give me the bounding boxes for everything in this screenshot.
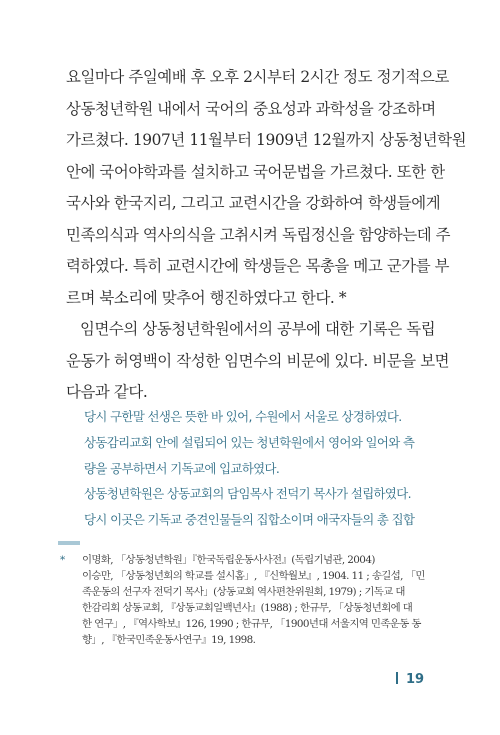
quote-line: 상동청년학원은 상동교회의 담임목사 전덕기 목사가 설립하였다. bbox=[84, 486, 412, 502]
footnote-mark: * bbox=[60, 554, 65, 566]
quote-line: 당시 구한말 선생은 뜻한 바 있어, 수원에서 서울로 상경하였다. bbox=[84, 409, 402, 424]
footnote-line: 이승만, 「상동청년회의 학교를 설시홈」, 『신학월보』, 1904. 11 ; 송길섭, 「민 bbox=[82, 570, 425, 582]
body-line: 가르쳤다. 1907년 11월부터 1909년 12월까지 상동청년학원 bbox=[66, 131, 467, 149]
quote-line: 상동감리교회 안에 설립되어 있는 청년학원에서 영어와 일어와 측 bbox=[84, 434, 415, 450]
footnote-line: 한 연구」, 『역사학보』126, 1990 ; 한규무, 「1900년대 서울지역 민족운동 동 bbox=[82, 618, 421, 630]
body-line: 상동청년학원 내에서 국어의 중요성과 과학성을 강조하며 bbox=[66, 99, 436, 118]
footnote-line bbox=[60, 552, 440, 568]
body-line: 력하였다. 특히 교련시간에 학생들은 목총을 메고 군가를 부 bbox=[66, 257, 450, 275]
body-line: 안에 국어야학과를 설치하고 국어문법을 가르쳤다. 또한 한 bbox=[66, 162, 445, 181]
quote-line: 당시 이곳은 기독교 중견인물들의 집합소이며 애국자들의 총 집합 bbox=[84, 512, 415, 528]
footnote bbox=[60, 552, 440, 648]
page-number bbox=[396, 672, 424, 687]
body-line: 다음과 같다. bbox=[66, 383, 148, 401]
page-number-bar bbox=[396, 672, 398, 684]
body-text bbox=[66, 62, 467, 409]
body-line: 운동가 허영백이 작성한 임면수의 비문에 있다. 비문을 보면 bbox=[66, 351, 450, 370]
page-number-value: 19 bbox=[406, 672, 425, 687]
footnote-line: 족운동의 선구자 전덕기 목사」(상동교회 역사편찬위원회, 1979) ; 기독교 대 bbox=[82, 586, 405, 598]
body-line: 르며 북소리에 맞추어 행진하였다고 한다. * bbox=[66, 288, 347, 307]
footnote-line: 한감리회 상동교회, 『상동교회일백년사』(1988) ; 한규무, 「상동청년회에 대 bbox=[82, 602, 413, 614]
body-line: 국사와 한국지리, 그리고 교련시간을 강화하여 학생들에게 bbox=[66, 194, 441, 212]
quote-line: 량을 공부하면서 기독교에 입교하였다. bbox=[84, 460, 280, 476]
body-line: 임면수의 상동청년학원에서의 공부에 대한 기록은 독립 bbox=[80, 320, 436, 338]
footnote-text: 이명화, 「상동청년학원」『한국독립운동사사전』(독립기념관, 2004) bbox=[82, 554, 375, 566]
body-line: 요일마다 주일예배 후 오후 2시부터 2시간 정도 정기적으로 bbox=[66, 68, 449, 86]
body-line: 민족의식과 역사의식을 고취시켜 독립정신을 함양하는데 주 bbox=[66, 225, 451, 244]
epitaph-quote bbox=[84, 404, 434, 533]
footnote-line: 향」, 『한국민족운동사연구』19, 1998. bbox=[82, 634, 256, 646]
footnote-divider bbox=[58, 541, 80, 545]
